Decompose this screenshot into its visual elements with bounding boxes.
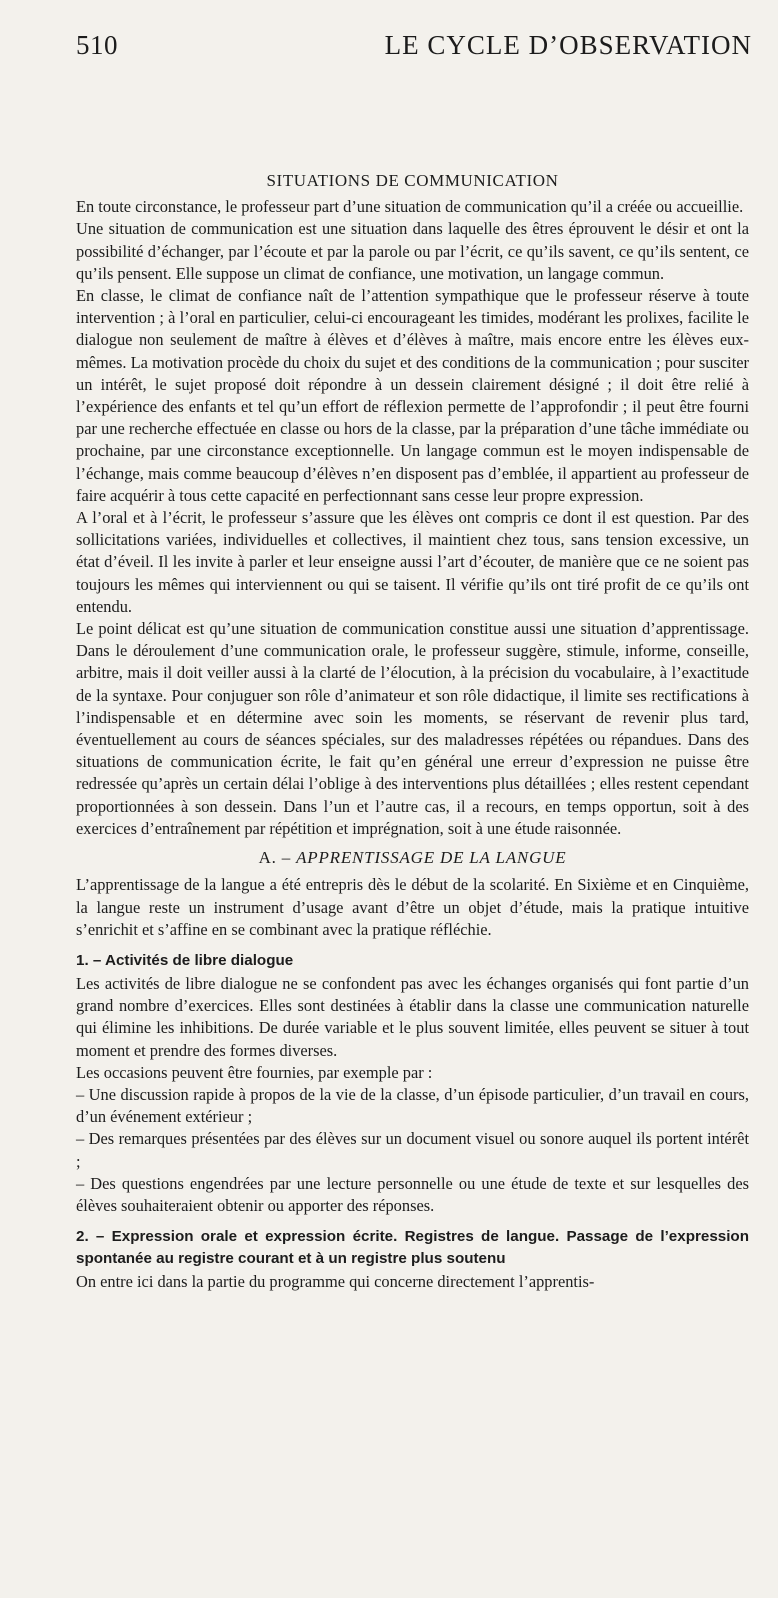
heading-activites-libre-dialogue: 1. – Activités de libre dialogue <box>76 951 294 969</box>
paragraph: En toute circonstance, le professeur part d’une situation de communication qu’il a créée ou accueillie. <box>76 197 744 217</box>
page-number: 510 <box>76 30 118 60</box>
subsection-title <box>76 847 749 869</box>
running-title: LE CYCLE D’OBSERVATION <box>384 30 752 60</box>
section-title: SITUATIONS DE COMMUNICATION <box>266 171 559 190</box>
paragraph: A l’oral et à l’écrit, le professeur s’assure que les élèves ont compris ce dont il est question. Par des sollicitations variées, individuelles et collectives, il maintient chez tous, sans tension excessive, un état d’éveil. Il les invite à parler et leur enseigne aussi l’art d’écouter, de manière que ce ne soient pas toujours les mêmes qui interviennent ou qui se taisent. Il vérifie qu’ils ont tiré profit de ce qu’ils ont entendu. <box>76 508 749 616</box>
paragraph: Les activités de libre dialogue ne se confondent pas avec les échanges organisés qui font partie d’un grand nombre d’exercices. Elles sont destinées à établir dans la classe une communication naturelle qui élimine les inhibitions. De durée variable et le plus souvent limitée, elles peuvent se situer à tout moment et prendre des formes diverses. <box>76 973 749 1060</box>
page-content <box>76 170 749 1293</box>
list-item: – Des questions engendrées par une lecture personnelle ou une étude de texte et sur lesquelles des élèves souhaiteraient obtenir ou apporter des réponses. <box>76 1173 749 1215</box>
list-item: – Des remarques présentées par des élèves sur un document visuel ou sonore auquel ils portent intérêt ; <box>76 1129 749 1171</box>
subsection-prefix: A. – <box>258 848 292 868</box>
subsection-intro: L’apprentissage de la langue a été entrepris dès le début de la scolarité. En Sixième et en Cinquième, la langue reste un instrument d’usage avant d’être un objet d’étude, mais la pratique intuitive s’enrichit et s’affine en se combinant avec la pratique réfléchie. <box>76 875 749 939</box>
heading-expression-orale-ecrite: 2. – Expression orale et expression écrite. Registres de langue. Passage de l’expression spontanée au registre courant et à un registre plus soutenu <box>76 1228 749 1268</box>
list-item: – Une discussion rapide à propos de la vie de la classe, d’un épisode particulier, d’un travail en cours, d’un événement extérieur ; <box>76 1084 749 1127</box>
paragraph: Une situation de communication est une situation dans laquelle des êtres éprouvent le désir et ont la possibilité d’échanger, par l’écoute et par la parole ou par l’écrit, ce qu’ils savent, ce qu’ils sentent, ce qu’ils pensent. Elle suppose un climat de confiance, une motivation, un langage commun. <box>76 219 749 283</box>
paragraph: On entre ici dans la partie du programme qui concerne directement l’apprentis- <box>76 1272 595 1292</box>
paragraph: Le point délicat est qu’une situation de communication constitue aussi une situation d’apprentissage. Dans le déroulement d’une communication orale, le professeur suggère, stimule, informe, conseille, arbitre, mais il doit veiller aussi à la clarté de l’élocution, à la précision du vocabulaire, à l’exactitude de la syntaxe. Pour conjuguer son rôle d’animateur et son rôle didactique, il limite ses rectifications à l’indispensable et en détermine avec soin les moments, se réservant de revenir plus tard, éventuellement au cours de séances spéciales, sur des maladresses répétées ou répandues. Dans des situations de communication écrite, le fait qu’en général une erreur d’expression ne puisse être redressée qu’après un certain délai l’oblige à des interventions plus détaillées ; elles restent cependant proportionnées à son dessein. Dans l’un et l’autre cas, il a recours, en temps opportun, soit à des exercices d’entraînement par répétition et imprégnation, soit à une étude raisonnée. <box>76 619 749 838</box>
paragraph: Les occasions peuvent être fournies, par exemple par : <box>76 1062 433 1082</box>
paragraph: En classe, le climat de confiance naît de l’attention sympathique que le professeur réserve à toute intervention ; à l’oral en particulier, celui-ci encourageant les timides, modérant les prolixes, facilite le dialogue non seulement de maître à élèves et d’élèves à maître, mais encore entre les élèves eux-mêmes. La motivation procède du choix du sujet et des conditions de la communication ; pour susciter un intérêt, le sujet proposé doit répondre à un dessein clairement désigné ; il doit être relié à l’expérience des enfants et tel qu’un effort de réflexion permette de l’approfondir ; il peut être fourni par une recherche effectuée en classe ou hors de la classe, par la préparation d’une tâche immédiate ou prochaine, par une circonstance exceptionnelle. Un langage commun est le moyen indispensable de l’échange, mais comme beaucoup d’élèves n’en disposent pas d’emblée, il appartient au professeur de faire acquérir à tous cette capacité en perfectionnant sans cesse leur propre expression. <box>76 286 749 505</box>
running-head <box>76 30 752 70</box>
subsection-title-text: APPRENTISSAGE DE LA LANGUE <box>296 848 567 868</box>
